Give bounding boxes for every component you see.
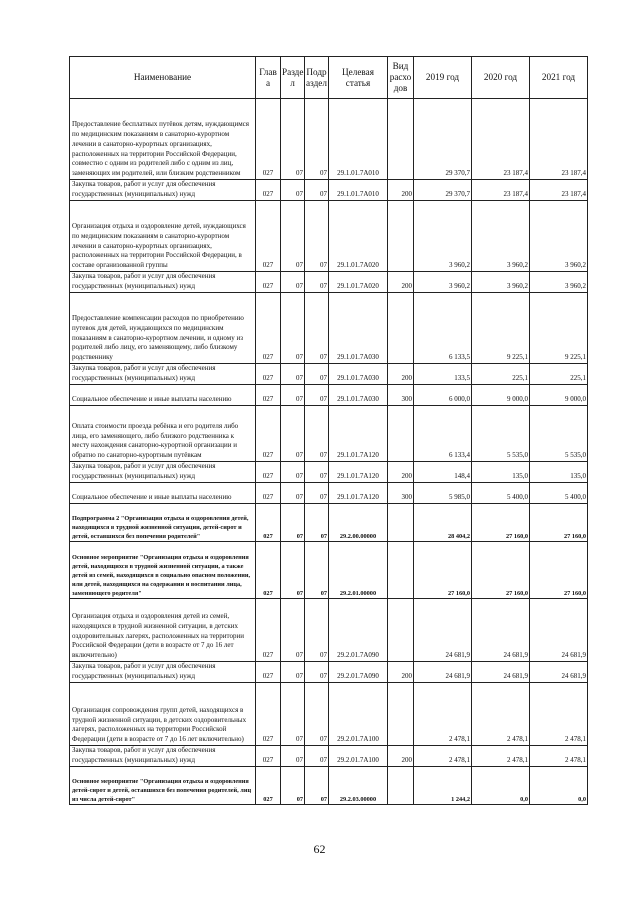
row-2021-cell: 24 681,9 (530, 662, 588, 683)
table-body (70, 99, 588, 805)
row-name-cell: Предоставление компенсации расходов по приобретению путевок для детей, нуждающихся по медицинским показаниям в санаторно-курортном лечении, и одному из родителей либо лицу, его заменяющему, либо близкому родственнику (70, 293, 256, 364)
table-row (70, 180, 588, 201)
row-target-cell: 29.1.01.7А120 (329, 406, 388, 462)
row-vid-cell: 200 (388, 364, 414, 385)
header-razdel: Разде л (281, 57, 305, 99)
table-row (70, 767, 588, 805)
table-row (70, 483, 588, 504)
row-2021-cell: 5 535,0 (530, 406, 588, 462)
table-row (70, 406, 588, 462)
row-2021-cell: 135,0 (530, 462, 588, 483)
row-2020-cell: 2 478,1 (472, 746, 530, 767)
row-name-cell: Закупка товаров, работ и услуг для обеспечения государственных (муниципальных) нужд (70, 662, 256, 683)
row-vid-cell (388, 201, 414, 272)
row-2020-cell: 135,0 (472, 462, 530, 483)
row-podrazdel-cell: 07 (305, 364, 329, 385)
budget-table-container (69, 56, 587, 805)
row-target-cell: 29.1.01.7А020 (329, 272, 388, 293)
row-razdel-cell: 07 (281, 746, 305, 767)
row-target-cell: 29.1.01.7А120 (329, 483, 388, 504)
row-razdel-cell: 07 (281, 385, 305, 406)
row-name-cell: Организация отдыха и оздоровления детей из семей, находящихся в трудной жизненной ситуации, в детских оздоровительных лагерях, расположенных на территории Российской Федерации (дети в возрасте от 7 до 16 лет включительно) (70, 599, 256, 662)
row-glava-cell: 027 (256, 504, 281, 542)
table-header-row (70, 57, 588, 99)
row-name-cell: Социальное обеспечение и иные выплаты населению (70, 385, 256, 406)
row-2019-cell: 6 133,4 (414, 406, 472, 462)
table-row (70, 293, 588, 364)
row-glava-cell: 027 (256, 201, 281, 272)
row-2019-cell: 24 681,9 (414, 599, 472, 662)
table-row (70, 746, 588, 767)
row-2020-cell: 2 478,1 (472, 683, 530, 746)
row-target-cell: 29.1.01.7А020 (329, 201, 388, 272)
row-2020-cell: 24 681,9 (472, 599, 530, 662)
row-glava-cell: 027 (256, 364, 281, 385)
row-name-cell: Закупка товаров, работ и услуг для обеспечения государственных (муниципальных) нужд (70, 272, 256, 293)
row-razdel-cell: 07 (281, 483, 305, 504)
row-target-cell: 29.1.01.7А010 (329, 99, 388, 180)
row-podrazdel-cell: 07 (305, 180, 329, 201)
row-podrazdel-cell: 07 (305, 504, 329, 542)
header-target: Целевая статья (329, 57, 388, 99)
row-name-cell: Закупка товаров, работ и услуг для обеспечения государственных (муниципальных) нужд (70, 746, 256, 767)
header-name: Наименование (70, 57, 256, 99)
row-glava-cell: 027 (256, 683, 281, 746)
row-2019-cell: 29 370,7 (414, 99, 472, 180)
row-razdel-cell: 07 (281, 406, 305, 462)
table-row (70, 599, 588, 662)
row-2021-cell: 27 160,0 (530, 504, 588, 542)
budget-table (69, 56, 588, 805)
row-glava-cell: 027 (256, 599, 281, 662)
table-row (70, 504, 588, 542)
row-target-cell: 29.2.00.00000 (329, 504, 388, 542)
row-razdel-cell: 07 (281, 99, 305, 180)
row-name-cell: Закупка товаров, работ и услуг для обеспечения государственных (муниципальных) нужд (70, 364, 256, 385)
row-target-cell: 29.2.01.00000 (329, 542, 388, 599)
row-2019-cell: 6 000,0 (414, 385, 472, 406)
header-2019: 2019 год (414, 57, 472, 99)
row-glava-cell: 027 (256, 272, 281, 293)
row-name-cell: Социальное обеспечение и иные выплаты населению (70, 483, 256, 504)
row-2021-cell: 225,1 (530, 364, 588, 385)
row-glava-cell: 027 (256, 406, 281, 462)
row-name-cell: Организация отдыха и оздоровление детей, нуждающихся по медицинским показаниям в санаторно-курортном лечении в санаторно-курортных организациях, расположенных на территории Российской Федерации, в составе организованной группы (70, 201, 256, 272)
row-podrazdel-cell: 07 (305, 662, 329, 683)
row-2021-cell: 2 478,1 (530, 683, 588, 746)
row-target-cell: 29.1.01.7А030 (329, 364, 388, 385)
row-2020-cell: 5 535,0 (472, 406, 530, 462)
row-podrazdel-cell: 07 (305, 483, 329, 504)
row-2019-cell: 1 244,2 (414, 767, 472, 805)
row-glava-cell: 027 (256, 746, 281, 767)
table-row (70, 542, 588, 599)
row-2019-cell: 28 404,2 (414, 504, 472, 542)
row-podrazdel-cell: 07 (305, 293, 329, 364)
row-vid-cell: 200 (388, 272, 414, 293)
row-vid-cell: 200 (388, 180, 414, 201)
header-2021: 2021 год (530, 57, 588, 99)
row-razdel-cell: 07 (281, 767, 305, 805)
row-razdel-cell: 07 (281, 504, 305, 542)
row-2019-cell: 2 478,1 (414, 683, 472, 746)
row-2019-cell: 3 960,2 (414, 272, 472, 293)
table-row (70, 201, 588, 272)
row-name-cell: Закупка товаров, работ и услуг для обеспечения государственных (муниципальных) нужд (70, 180, 256, 201)
row-razdel-cell: 07 (281, 272, 305, 293)
row-2021-cell: 3 960,2 (530, 201, 588, 272)
row-2019-cell: 5 985,0 (414, 483, 472, 504)
row-vid-cell (388, 406, 414, 462)
row-razdel-cell: 07 (281, 662, 305, 683)
row-vid-cell: 300 (388, 483, 414, 504)
row-glava-cell: 027 (256, 767, 281, 805)
row-name-cell: Подпрограмма 2 "Организация отдыха и оздоровления детей, находящихся в трудной жизненной ситуации, детей-сирот и детей, оставшихся без попечения родителей" (70, 504, 256, 542)
row-target-cell: 29.1.01.7А120 (329, 462, 388, 483)
row-target-cell: 29.2.01.7А090 (329, 662, 388, 683)
row-target-cell: 29.1.01.7А010 (329, 180, 388, 201)
row-2021-cell: 24 681,9 (530, 599, 588, 662)
row-2021-cell: 27 160,0 (530, 542, 588, 599)
table-row (70, 683, 588, 746)
row-podrazdel-cell: 07 (305, 272, 329, 293)
table-row (70, 662, 588, 683)
row-2020-cell: 23 187,4 (472, 99, 530, 180)
row-vid-cell: 200 (388, 746, 414, 767)
row-2019-cell: 24 681,9 (414, 662, 472, 683)
table-row (70, 272, 588, 293)
header-podrazdel: Подр аздел (305, 57, 329, 99)
row-vid-cell: 300 (388, 385, 414, 406)
row-glava-cell: 027 (256, 293, 281, 364)
row-2019-cell: 2 478,1 (414, 746, 472, 767)
header-glava: Глав а (256, 57, 281, 99)
row-vid-cell: 200 (388, 662, 414, 683)
row-podrazdel-cell: 07 (305, 201, 329, 272)
row-2020-cell: 0,0 (472, 767, 530, 805)
row-2020-cell: 5 400,0 (472, 483, 530, 504)
row-2019-cell: 29 370,7 (414, 180, 472, 201)
row-podrazdel-cell: 07 (305, 385, 329, 406)
row-target-cell: 29.2.01.7А100 (329, 746, 388, 767)
row-glava-cell: 027 (256, 483, 281, 504)
row-2019-cell: 148,4 (414, 462, 472, 483)
row-2021-cell: 0,0 (530, 767, 588, 805)
row-2020-cell: 3 960,2 (472, 201, 530, 272)
row-2019-cell: 133,5 (414, 364, 472, 385)
row-vid-cell (388, 767, 414, 805)
page-number: 62 (313, 842, 326, 856)
row-glava-cell: 027 (256, 180, 281, 201)
header-2020: 2020 год (472, 57, 530, 99)
row-target-cell: 29.1.01.7А030 (329, 385, 388, 406)
row-razdel-cell: 07 (281, 364, 305, 385)
row-podrazdel-cell: 07 (305, 406, 329, 462)
row-2021-cell: 23 187,4 (530, 180, 588, 201)
table-row (70, 364, 588, 385)
row-2021-cell: 9 225,1 (530, 293, 588, 364)
row-vid-cell (388, 504, 414, 542)
header-vid: Вид расхо дов (388, 57, 414, 99)
row-2021-cell: 5 400,0 (530, 483, 588, 504)
row-name-cell: Основное мероприятие "Организация отдыха и оздоровления детей-сирот и детей, оставшихся без попечения родителей, лиц из числа детей-сирот" (70, 767, 256, 805)
row-vid-cell (388, 293, 414, 364)
row-2021-cell: 9 000,0 (530, 385, 588, 406)
row-glava-cell: 027 (256, 385, 281, 406)
row-target-cell: 29.2.03.00000 (329, 767, 388, 805)
row-target-cell: 29.2.01.7А090 (329, 599, 388, 662)
row-podrazdel-cell: 07 (305, 746, 329, 767)
row-razdel-cell: 07 (281, 293, 305, 364)
row-2020-cell: 24 681,9 (472, 662, 530, 683)
row-2019-cell: 27 160,0 (414, 542, 472, 599)
row-2019-cell: 6 133,5 (414, 293, 472, 364)
row-2020-cell: 27 160,0 (472, 542, 530, 599)
row-2021-cell: 23 187,4 (530, 99, 588, 180)
row-2019-cell: 3 960,2 (414, 201, 472, 272)
row-podrazdel-cell: 07 (305, 683, 329, 746)
row-target-cell: 29.1.01.7А030 (329, 293, 388, 364)
row-name-cell: Оплата стоимости проезда ребёнка и его родителя либо лица, его заменяющего, либо близкого родственника к месту нахождения санаторно-курортной организации и обратно по санаторно-курортным путёвкам (70, 406, 256, 462)
row-2020-cell: 27 160,0 (472, 504, 530, 542)
row-glava-cell: 027 (256, 99, 281, 180)
row-glava-cell: 027 (256, 662, 281, 683)
row-name-cell: Основное мероприятие "Организация отдыха и оздоровления детей, находящихся в трудной жизненной ситуации, а также детей из семей, находящихся в социально опасном положении, или детей, находящихся на содержании и воспитании лица, заменяющего родителя" (70, 542, 256, 599)
row-vid-cell (388, 542, 414, 599)
row-vid-cell (388, 599, 414, 662)
row-2020-cell: 23 187,4 (472, 180, 530, 201)
row-2021-cell: 2 478,1 (530, 746, 588, 767)
row-vid-cell (388, 99, 414, 180)
row-2020-cell: 3 960,2 (472, 272, 530, 293)
row-name-cell: Закупка товаров, работ и услуг для обеспечения государственных (муниципальных) нужд (70, 462, 256, 483)
row-name-cell: Предоставление бесплатных путёвок детям, нуждающимся по медицинским показаниям в санаторно-курортном лечении в санаторно-курортных организациях, расположенных на территории Российской Федерации, совместно с одним из родителей либо с одним из лиц, заменяющих им родителей, или близким родственником (70, 99, 256, 180)
table-row (70, 462, 588, 483)
row-2021-cell: 3 960,2 (530, 272, 588, 293)
row-razdel-cell: 07 (281, 462, 305, 483)
table-row (70, 99, 588, 180)
table-row (70, 385, 588, 406)
row-podrazdel-cell: 07 (305, 462, 329, 483)
row-glava-cell: 027 (256, 542, 281, 599)
row-razdel-cell: 07 (281, 180, 305, 201)
row-podrazdel-cell: 07 (305, 767, 329, 805)
row-razdel-cell: 07 (281, 201, 305, 272)
row-name-cell: Организация сопровождения групп детей, находящихся в трудной жизненной ситуации, в детских оздоровительных лагерях, расположенных на территории Российской Федерации (дети в возрасте от 7 до 16 лет включительно) (70, 683, 256, 746)
row-vid-cell: 200 (388, 462, 414, 483)
row-vid-cell (388, 683, 414, 746)
row-razdel-cell: 07 (281, 683, 305, 746)
row-2020-cell: 9 225,1 (472, 293, 530, 364)
row-razdel-cell: 07 (281, 599, 305, 662)
row-glava-cell: 027 (256, 462, 281, 483)
row-podrazdel-cell: 07 (305, 542, 329, 599)
row-podrazdel-cell: 07 (305, 99, 329, 180)
row-razdel-cell: 07 (281, 542, 305, 599)
row-target-cell: 29.2.01.7А100 (329, 683, 388, 746)
row-2020-cell: 9 000,0 (472, 385, 530, 406)
row-podrazdel-cell: 07 (305, 599, 329, 662)
row-2020-cell: 225,1 (472, 364, 530, 385)
